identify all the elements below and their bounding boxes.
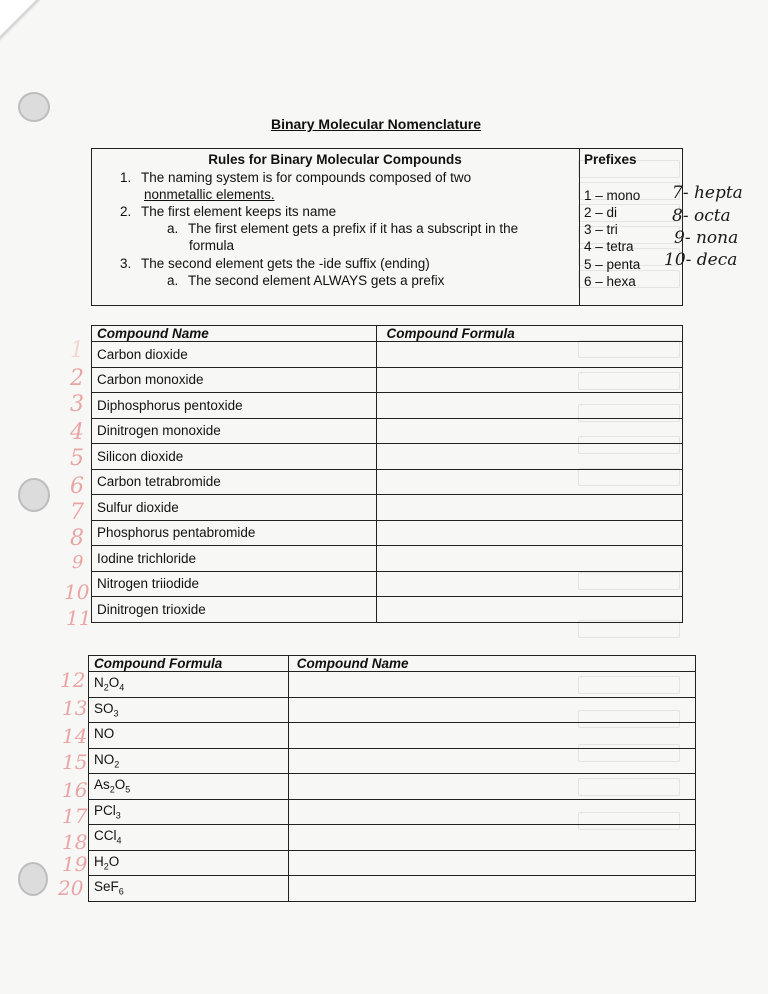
prefix-1: 1 – mono <box>584 188 641 203</box>
margin-number: 19 <box>62 852 88 876</box>
name-answer-cell[interactable] <box>288 774 695 800</box>
formula-cell: PCl$_3$ <box>89 799 289 825</box>
table-row <box>92 546 683 572</box>
rule-1: 1. The naming system is for compounds composed of two <box>120 170 472 185</box>
binder-hole-bottom <box>18 862 48 896</box>
table-row <box>92 444 683 470</box>
margin-number: 11 <box>66 606 92 630</box>
compound-name-cell: Carbon tetrabromide <box>92 469 377 495</box>
margin-number: 9 <box>72 552 84 573</box>
margin-number: 17 <box>62 804 88 828</box>
compound-name-cell: Nitrogen triiodide <box>92 571 377 597</box>
table-row <box>92 469 683 495</box>
prefix-4: 4 – tetra <box>584 239 634 254</box>
column-header-compound-name: Compound Name <box>92 326 377 342</box>
formula-cell: $N_2O_4$ <box>89 672 289 698</box>
formula-answer-cell[interactable] <box>376 367 682 393</box>
compound-name-cell: Sulfur dioxide <box>92 495 377 521</box>
prefix-3: 3 – tri <box>584 222 618 237</box>
table-row <box>89 850 696 876</box>
prefix-6: 6 – hexa <box>584 274 636 289</box>
formula-answer-cell[interactable] <box>376 393 682 419</box>
formula-answer-cell[interactable] <box>376 469 682 495</box>
handwritten-prefix-9: 9- nona <box>674 228 739 248</box>
table-row <box>89 825 696 851</box>
margin-number: 12 <box>60 668 86 692</box>
name-answer-cell[interactable] <box>288 825 695 851</box>
name-answer-cell[interactable] <box>288 723 695 749</box>
formula-answer-cell[interactable] <box>376 495 682 521</box>
torn-corner <box>0 0 40 48</box>
compound-name-cell: Dinitrogen monoxide <box>92 418 377 444</box>
margin-number: 5 <box>70 446 84 471</box>
formula-cell: SeF$_6$ <box>89 876 289 902</box>
table-row <box>92 393 683 419</box>
margin-number: 7 <box>70 500 84 525</box>
name-answer-cell[interactable] <box>288 876 695 902</box>
formula-answer-cell[interactable] <box>376 546 682 572</box>
formula-to-name-table <box>88 655 696 902</box>
formula-cell: CCl$_4$ <box>89 825 289 851</box>
handwritten-prefix-8: 8- octa <box>672 206 731 226</box>
margin-number: 20 <box>58 876 84 900</box>
table-row <box>89 876 696 902</box>
formula-answer-cell[interactable] <box>376 597 682 623</box>
binder-hole-middle <box>18 478 50 512</box>
formula-cell: $As_2O_5$ <box>89 774 289 800</box>
formula-answer-cell[interactable] <box>376 342 682 368</box>
margin-number: 15 <box>62 750 88 774</box>
table-row <box>89 774 696 800</box>
margin-number: 4 <box>70 420 84 445</box>
margin-number: 10 <box>64 580 90 604</box>
handwritten-prefix-10: 10- deca <box>664 250 738 270</box>
table-row <box>89 748 696 774</box>
margin-number: 18 <box>62 830 88 854</box>
table-row <box>92 495 683 521</box>
name-answer-cell[interactable] <box>288 799 695 825</box>
margin-number: 13 <box>62 696 88 720</box>
formula-cell: $SO_3$ <box>89 697 289 723</box>
page-title: Binary Molecular Nomenclature <box>270 116 482 132</box>
compound-name-cell: Carbon monoxide <box>92 367 377 393</box>
column-header-compound-formula: Compound Formula <box>376 326 682 342</box>
name-answer-cell[interactable] <box>288 697 695 723</box>
rule-2: 2. The first element keeps its name <box>120 204 337 219</box>
formula-cell: $H_2O$ <box>89 850 289 876</box>
prefixes-heading: Prefixes <box>584 152 637 167</box>
table-row <box>89 697 696 723</box>
table-row <box>89 723 696 749</box>
prefix-2: 2 – di <box>584 205 618 220</box>
column-header-compound-formula: Compound Formula <box>89 656 289 672</box>
rule-1-cont: nonmetallic elements. <box>144 187 275 202</box>
margin-number: 16 <box>62 778 88 802</box>
formula-answer-cell[interactable] <box>376 520 682 546</box>
table-header-row <box>92 326 683 342</box>
compound-name-cell: Dinitrogen trioxide <box>92 597 377 623</box>
compound-name-cell: Phosphorus pentabromide <box>92 520 377 546</box>
table-row <box>92 367 683 393</box>
rules-heading: Rules for Binary Molecular Compounds <box>208 152 462 167</box>
rule-2a-cont: formula <box>189 238 235 253</box>
rules-divider <box>579 148 580 306</box>
table-row <box>92 520 683 546</box>
table-row <box>92 597 683 623</box>
formula-cell: NO <box>89 723 289 749</box>
rule-3a: a. The second element ALWAYS gets a prefix <box>167 273 445 288</box>
formula-answer-cell[interactable] <box>376 444 682 470</box>
margin-number: 8 <box>70 526 84 551</box>
formula-cell: $NO_2$ <box>89 748 289 774</box>
formula-answer-cell[interactable] <box>376 571 682 597</box>
name-answer-cell[interactable] <box>288 850 695 876</box>
table-row <box>89 799 696 825</box>
name-answer-cell[interactable] <box>288 748 695 774</box>
table-row <box>92 571 683 597</box>
margin-number: 6 <box>70 474 84 499</box>
margin-number: 1 <box>70 338 84 363</box>
margin-number: 3 <box>70 392 84 417</box>
rule-3: 3. The second element gets the -ide suffix (ending) <box>120 256 430 271</box>
compound-name-cell: Iodine trichloride <box>92 546 377 572</box>
table-row <box>89 672 696 698</box>
prefix-5: 5 – penta <box>584 257 641 272</box>
rule-2a: a. The first element gets a prefix if it has a subscript in the <box>167 221 519 236</box>
table-row <box>92 418 683 444</box>
table-header-row <box>89 656 696 672</box>
name-answer-cell[interactable] <box>288 672 695 698</box>
compound-name-cell: Diphosphorus pentoxide <box>92 393 377 419</box>
column-header-compound-name: Compound Name <box>288 656 695 672</box>
formula-answer-cell[interactable] <box>376 418 682 444</box>
margin-number: 14 <box>62 724 88 748</box>
margin-number: 2 <box>70 366 84 391</box>
compound-name-cell: Carbon dioxide <box>92 342 377 368</box>
table-row <box>92 342 683 368</box>
compound-name-cell: Silicon dioxide <box>92 444 377 470</box>
name-to-formula-table <box>91 325 683 623</box>
handwritten-prefix-7: 7- hepta <box>672 183 743 203</box>
